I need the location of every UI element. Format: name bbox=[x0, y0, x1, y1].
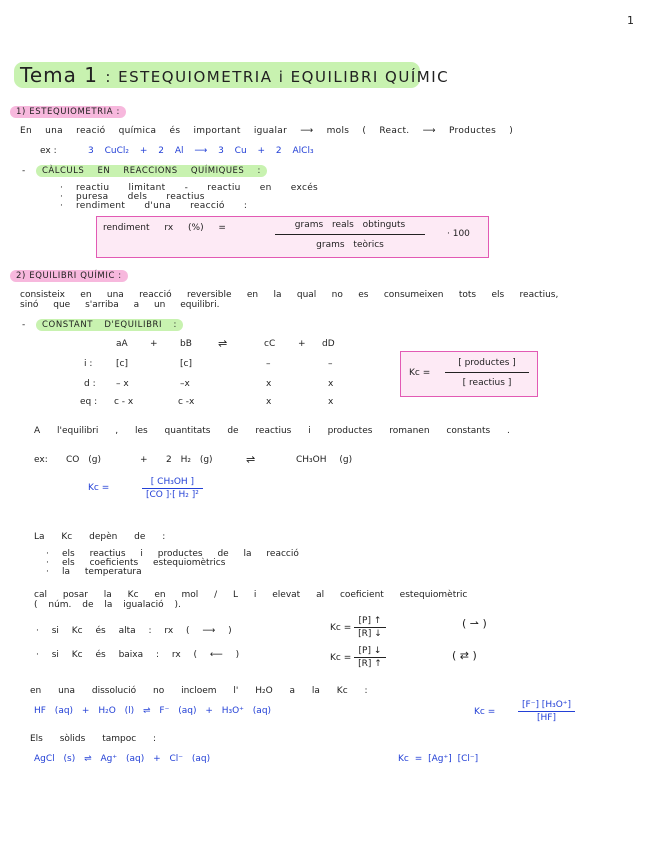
case-kc-numerator: [P] ↑ bbox=[354, 616, 386, 628]
ice-cell: x bbox=[266, 397, 272, 407]
case-text: si Kc és alta : rx ( ⟶ ) bbox=[51, 626, 232, 636]
hf-kc-lhs: Kc = bbox=[474, 707, 496, 717]
agcl-kc: Kc = [Ag⁺] [Cl⁻] bbox=[398, 754, 479, 764]
example2-product: CH₃OH (g) bbox=[296, 455, 353, 465]
solids-note: Els sòlids tampoc : bbox=[30, 734, 157, 744]
depends-heading: La Kc depèn de : bbox=[34, 532, 166, 542]
page-number: 1 bbox=[627, 14, 634, 27]
yield-multiplier: · 100 bbox=[447, 229, 470, 239]
example-equation: 3 CuCl₂ + 2 Al ⟶ 3 Cu + 2 AlCl₃ bbox=[88, 146, 314, 156]
example2-kc-fraction bbox=[142, 477, 203, 500]
example2-plus: + bbox=[140, 455, 148, 465]
depends-item: · els reactius i productes de la reacció bbox=[46, 550, 299, 559]
ice-equilibrium-arrow: ⇌ bbox=[218, 337, 228, 350]
dissolution-note: en una dissolució no incloem l' H₂O a la Kc : bbox=[30, 686, 368, 696]
example2-reactant-1: CO (g) bbox=[66, 455, 101, 465]
example-label: ex : bbox=[40, 146, 57, 156]
power-line-1: cal posar la Kc en mol / L i elevat al coeficient estequiomètric bbox=[34, 590, 468, 600]
yield-formula-box bbox=[96, 216, 489, 258]
ice-cell: x bbox=[328, 379, 334, 389]
example2-equilibrium-arrow: ⇌ bbox=[246, 453, 256, 466]
ice-cell: [c] bbox=[116, 359, 128, 369]
calc-item: · puresa dels reactius bbox=[60, 193, 318, 202]
ice-cell: [c] bbox=[180, 359, 192, 369]
ice-row-label: d : bbox=[84, 379, 96, 389]
ice-cell: –x bbox=[180, 379, 190, 389]
case-kc-numerator: [P] ↓ bbox=[354, 646, 386, 658]
definition-line-1: consisteix en una reacció reversible en la qual no es consumeixen tots els reactius, bbox=[20, 290, 559, 300]
hf-kc-fraction bbox=[518, 700, 575, 723]
case-low: · si Kc és baixa : rx ( ⟵ ) bbox=[36, 650, 240, 660]
hf-kc-numerator: [F⁻] [H₃O⁺] bbox=[518, 700, 575, 712]
definition-line-2: sinó que s'arriba a un equilibri. bbox=[20, 300, 220, 310]
ice-species: bB bbox=[180, 339, 192, 349]
depends-item: · els coeficients estequiomètrics bbox=[46, 559, 299, 568]
case-kc-denominator: [R] ↑ bbox=[358, 659, 382, 669]
case-high: · si Kc és alta : rx ( ⟶ ) bbox=[36, 626, 232, 636]
ice-cell: – bbox=[328, 359, 333, 369]
ice-row-label: eq : bbox=[80, 397, 98, 407]
ice-cell: x bbox=[328, 397, 334, 407]
kc-heading: CONSTANT D'EQUILIBRI : bbox=[36, 319, 183, 331]
equilibrium-note: A l'equilibri , les quantitats de reactius i productes romanen constants . bbox=[34, 426, 510, 436]
ice-cell: – x bbox=[116, 379, 129, 389]
calc-dash: - bbox=[22, 166, 26, 176]
intro-text: En una reació química és important igualar ⟶ mols ( React. ⟶ Productes ) bbox=[20, 126, 514, 136]
section-heading-estequiometria: 1) ESTEQUIOMETRIA : bbox=[10, 106, 126, 118]
yield-fraction-bar bbox=[275, 234, 425, 235]
ice-species: cC bbox=[264, 339, 276, 349]
case-low-shift: ( ⇄ ) bbox=[452, 649, 477, 662]
yield-denominator: grams teòrics bbox=[316, 240, 384, 250]
depends-list bbox=[46, 550, 299, 577]
section-heading-equilibri: 2) EQUILIBRI QUÍMIC : bbox=[10, 270, 128, 282]
ice-table bbox=[80, 336, 370, 412]
case-high-kc: Kc = $\frac{[P] ↑}{[R] ↓}$ bbox=[330, 616, 386, 639]
kc-box-numerator: [ productes ] bbox=[458, 358, 516, 368]
ice-operator: + bbox=[298, 339, 306, 349]
calc-heading: CÀLCULS EN REACCIONS QUÍMIQUES : bbox=[36, 165, 267, 177]
example2-kc-denominator: [CO ]·[ H₂ ]² bbox=[146, 490, 199, 500]
depends-item: · la temperatura bbox=[46, 568, 299, 577]
ice-operator: + bbox=[150, 339, 158, 349]
ice-cell: x bbox=[266, 379, 272, 389]
case-low-kc: Kc = $\frac{[P] ↓}{[R] ↑}$ bbox=[330, 646, 386, 669]
page-title bbox=[14, 62, 450, 88]
kc-dash: - bbox=[22, 320, 26, 330]
case-kc-denominator: [R] ↓ bbox=[358, 629, 382, 639]
ice-species: aA bbox=[116, 339, 128, 349]
yield-numerator: grams reals obtinguts bbox=[294, 220, 406, 230]
title-main: Tema 1 bbox=[20, 63, 98, 87]
calc-item: · rendiment d'una reacció : bbox=[60, 202, 318, 211]
example2-label: ex: bbox=[34, 455, 48, 465]
yield-lhs: rendiment rx (%) = bbox=[103, 223, 226, 233]
example2-reactant-2: 2 H₂ (g) bbox=[166, 455, 213, 465]
calc-item: · reactiu limitant - reactiu en excés bbox=[60, 184, 318, 193]
ice-species: dD bbox=[322, 339, 335, 349]
hf-kc-denominator: [HF] bbox=[537, 713, 556, 723]
title-rest: : ESTEQUIOMETRIA i EQUILIBRI QUÍMIC bbox=[105, 68, 450, 86]
example2-kc-lhs: Kc = bbox=[88, 483, 110, 493]
kc-box-fraction-bar bbox=[445, 372, 529, 373]
ice-cell: – bbox=[266, 359, 271, 369]
case-high-shift: ( ⇀ ) bbox=[462, 617, 487, 630]
kc-box-denominator: [ reactius ] bbox=[462, 378, 512, 388]
ice-row-label: i : bbox=[84, 359, 93, 369]
ice-cell: c -x bbox=[178, 397, 195, 407]
calc-list bbox=[60, 184, 318, 211]
power-line-2: ( núm. de la igualació ). bbox=[34, 600, 181, 610]
example2-kc-numerator: [ CH₃OH ] bbox=[142, 477, 203, 489]
kc-definition-box bbox=[400, 351, 538, 397]
hf-equation: HF (aq) + H₂O (l) ⇌ F⁻ (aq) + H₃O⁺ (aq) bbox=[34, 706, 272, 716]
case-text: si Kc és baixa : rx ( ⟵ ) bbox=[51, 650, 240, 660]
kc-box-lhs: Kc = bbox=[409, 368, 431, 378]
ice-cell: c - x bbox=[114, 397, 134, 407]
agcl-equation: AgCl (s) ⇌ Ag⁺ (aq) + Cl⁻ (aq) bbox=[34, 754, 211, 764]
